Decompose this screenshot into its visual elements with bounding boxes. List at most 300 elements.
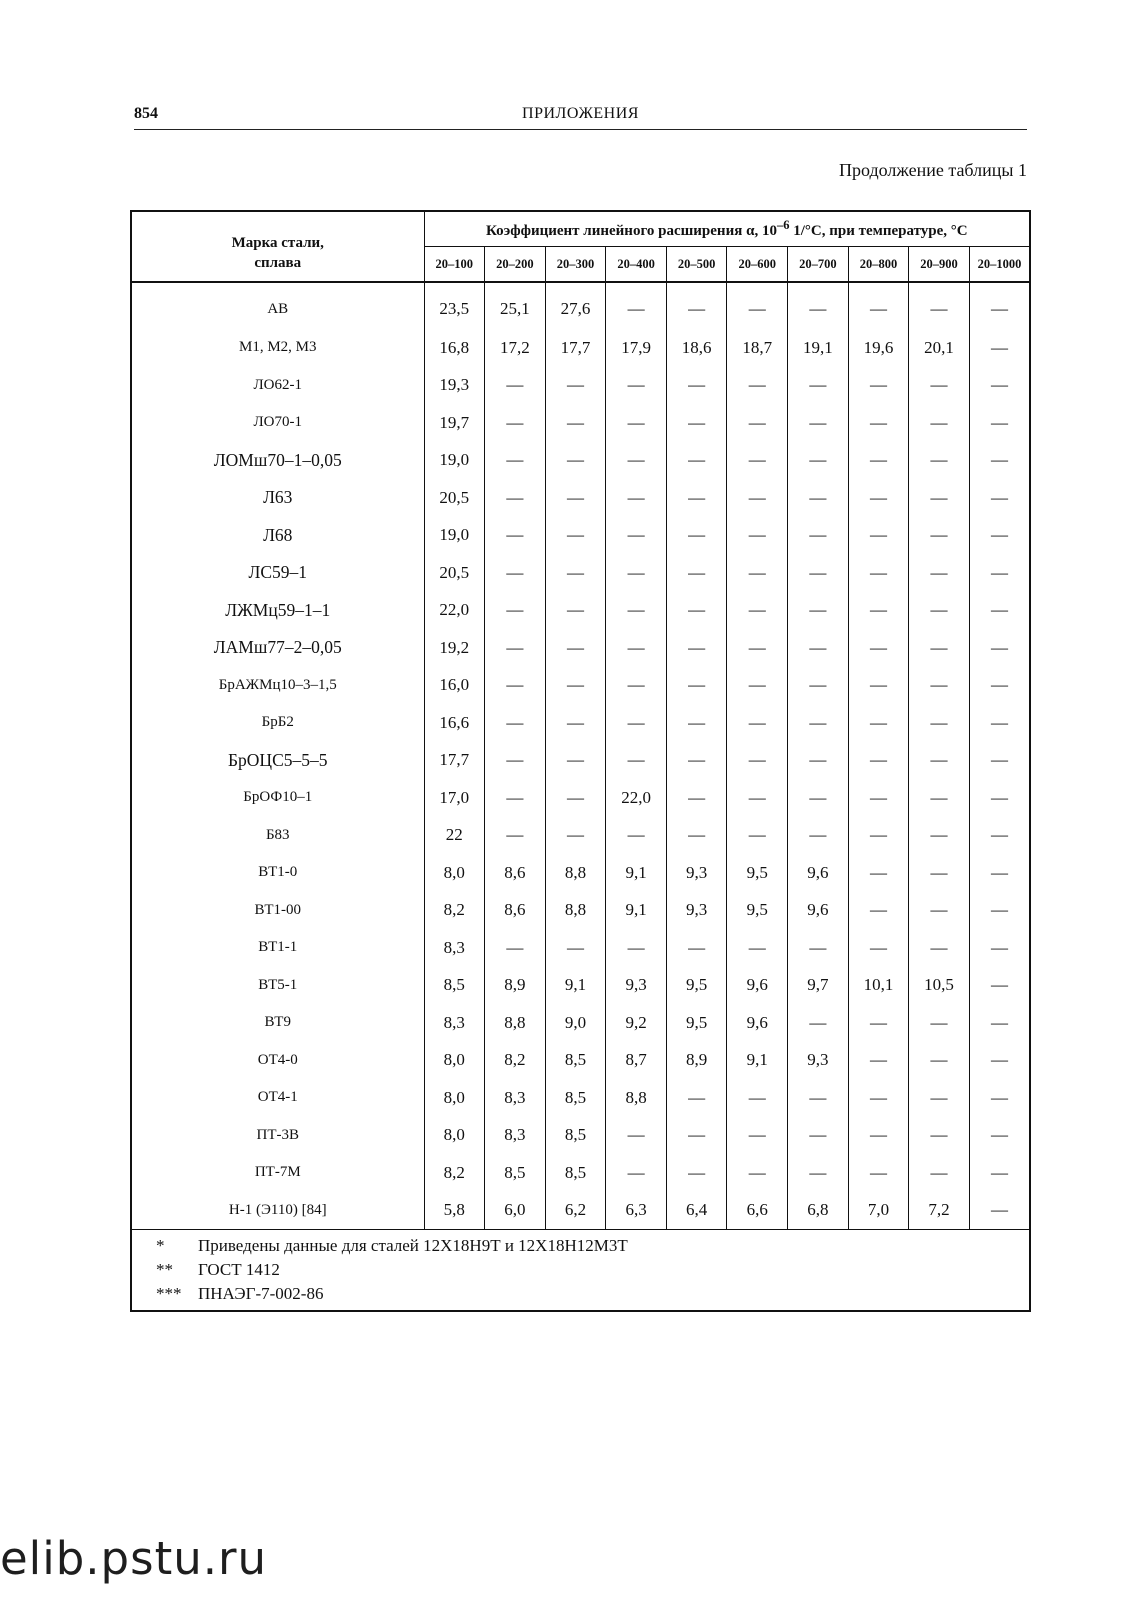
- coefficient-value-cell: —: [788, 517, 849, 555]
- coefficient-value-cell: —: [666, 817, 727, 855]
- coefficient-value-cell: 9,3: [666, 854, 727, 892]
- coefficient-value-cell: —: [848, 1042, 909, 1080]
- coefficient-value-cell: —: [788, 479, 849, 517]
- notes-cell: [131, 1230, 1030, 1312]
- coefficient-value-cell: 6,3: [606, 1192, 667, 1230]
- coefficient-value-cell: —: [606, 629, 667, 667]
- coefficient-value-cell: 8,3: [485, 1079, 546, 1117]
- coefficient-value-cell: —: [909, 1154, 970, 1192]
- coefficient-value-cell: 20,5: [424, 554, 485, 592]
- coefficient-value-cell: 22,0: [424, 592, 485, 630]
- table-row: [131, 892, 1030, 930]
- coefficient-value-cell: —: [727, 1117, 788, 1155]
- coefficient-value-cell: —: [666, 517, 727, 555]
- coefficient-value-cell: 8,7: [606, 1042, 667, 1080]
- coefficient-value-cell: —: [727, 929, 788, 967]
- coefficient-value-cell: —: [606, 554, 667, 592]
- coefficient-value-cell: 8,2: [424, 1154, 485, 1192]
- coefficient-value-cell: 8,0: [424, 1079, 485, 1117]
- coefficient-value-cell: —: [990, 862, 1008, 882]
- coefficient-value-cell: —: [727, 667, 788, 705]
- coefficient-value-cell: 8,5: [545, 1117, 606, 1155]
- table-row: [131, 704, 1030, 742]
- footnote-mark: *: [156, 1236, 165, 1255]
- coefficient-value-cell: 9,1: [606, 892, 667, 930]
- coefficient-value-cell: —: [788, 742, 849, 780]
- coefficient-value-cell: —: [727, 442, 788, 480]
- coefficient-value-cell: —: [909, 404, 970, 442]
- coefficient-value-cell: —: [788, 404, 849, 442]
- coefficient-value-cell: 10,5: [909, 967, 970, 1005]
- coefficient-value-cell: —: [606, 817, 667, 855]
- alloy-grade-cell: ЛС59–1: [131, 554, 424, 592]
- coefficient-value-cell: —: [727, 479, 788, 517]
- coefficient-value-cell: —: [848, 554, 909, 592]
- coef-header-exponent: –6: [776, 218, 790, 232]
- alloy-grade-cell: БрОЦС5–5–5: [131, 742, 424, 780]
- coefficient-value-cell: —: [909, 1117, 970, 1155]
- coefficient-value-cell: 6,6: [727, 1192, 788, 1230]
- coefficient-value-cell: —: [848, 742, 909, 780]
- expansion-coefficient-table: [130, 210, 1031, 1312]
- coefficient-value-cell: —: [485, 629, 546, 667]
- coefficient-value-cell: 9,6: [788, 892, 849, 930]
- coefficient-value-cell: —: [545, 442, 606, 480]
- table-row: [131, 854, 1030, 892]
- coefficient-value-cell: —: [990, 525, 1008, 545]
- coefficient-value-cell: 8,8: [545, 854, 606, 892]
- coefficient-value-cell: —: [788, 442, 849, 480]
- alloy-grade-cell: ПТ-3В: [131, 1117, 424, 1155]
- coefficient-value-cell: —: [788, 282, 849, 329]
- coefficient-value-cell: —: [666, 779, 727, 817]
- coefficient-value-cell: —: [545, 517, 606, 555]
- coefficient-value-cell: —: [848, 592, 909, 630]
- coefficient-value-cell: 18,7: [727, 329, 788, 367]
- table-notes: [131, 1230, 1030, 1312]
- coefficient-value-cell: —: [990, 712, 1008, 732]
- coefficient-value-cell: —: [606, 704, 667, 742]
- coefficient-value-cell: 18,6: [666, 329, 727, 367]
- alloy-grade-cell: Л63: [131, 479, 424, 517]
- coef-header-tail: 1/°C, при температуре, °C: [789, 223, 968, 239]
- coefficient-value-cell: —: [606, 479, 667, 517]
- coefficient-value-cell: —: [909, 517, 970, 555]
- coefficient-value-cell: —: [727, 282, 788, 329]
- alloy-grade-cell: ВТ1-1: [131, 929, 424, 967]
- coefficient-value-cell: —: [606, 929, 667, 967]
- coefficient-value-cell: —: [485, 367, 546, 405]
- coefficient-value-cell: 8,6: [485, 854, 546, 892]
- coefficient-value-cell: —: [788, 1079, 849, 1117]
- coefficient-value-cell: —: [788, 629, 849, 667]
- coefficient-value-cell: —: [909, 1079, 970, 1117]
- coefficient-value-cell: —: [788, 817, 849, 855]
- coefficient-value-cell: 9,5: [727, 854, 788, 892]
- coefficient-value-cell: —: [485, 929, 546, 967]
- coefficient-value-cell: 22,0: [606, 779, 667, 817]
- temperature-range-header: 20–900: [909, 247, 970, 283]
- coefficient-value-cell: —: [485, 442, 546, 480]
- coefficient-value-cell: 9,6: [727, 1004, 788, 1042]
- coefficient-value-cell: 10,1: [848, 967, 909, 1005]
- coefficient-value-cell: —: [990, 975, 1008, 995]
- coefficient-value-cell: 17,2: [485, 329, 546, 367]
- page-number: 854: [134, 105, 158, 122]
- page-header: [134, 105, 1027, 130]
- coefficient-value-cell: —: [545, 479, 606, 517]
- alloy-grade-cell: БрБ2: [131, 704, 424, 742]
- coefficient-value-cell: —: [990, 750, 1008, 770]
- coefficient-value-cell: —: [485, 779, 546, 817]
- coefficient-value-cell: —: [666, 929, 727, 967]
- alloy-grade-cell: БрОФ10–1: [131, 779, 424, 817]
- coefficient-value-cell: —: [848, 1154, 909, 1192]
- coefficient-value-cell: —: [990, 637, 1008, 657]
- alloy-grade-cell: ОТ4-0: [131, 1042, 424, 1080]
- coefficient-value-cell: —: [909, 367, 970, 405]
- footnote: [132, 1234, 1029, 1258]
- coefficient-value-cell: 9,7: [788, 967, 849, 1005]
- coefficient-value-cell: 17,7: [545, 329, 606, 367]
- coefficient-value-cell: —: [848, 929, 909, 967]
- alloy-grade-cell: ЛОМш70–1–0,05: [131, 442, 424, 480]
- coefficient-value-cell: —: [990, 1125, 1008, 1145]
- coefficient-value-cell: 8,2: [485, 1042, 546, 1080]
- coefficient-value-cell: 8,5: [545, 1079, 606, 1117]
- coefficient-value-cell: —: [909, 704, 970, 742]
- coefficient-value-cell: —: [666, 404, 727, 442]
- coefficient-value-cell: —: [848, 442, 909, 480]
- coefficient-value-cell: 25,1: [485, 282, 546, 329]
- temperature-range-header: 20–400: [606, 247, 667, 283]
- coefficient-value-cell: —: [848, 479, 909, 517]
- coefficient-value-cell: —: [788, 1154, 849, 1192]
- footnote: [132, 1258, 1029, 1282]
- coefficient-value-cell: —: [666, 667, 727, 705]
- coefficient-value-cell: —: [848, 629, 909, 667]
- coefficient-value-cell: 27,6: [545, 282, 606, 329]
- coefficient-value-cell: —: [727, 1154, 788, 1192]
- coefficient-value-cell: 23,5: [424, 282, 485, 329]
- coefficient-value-cell: 7,0: [848, 1192, 909, 1230]
- coefficient-value-cell: —: [990, 1162, 1008, 1182]
- coefficient-value-cell: —: [848, 404, 909, 442]
- coefficient-value-cell: —: [727, 704, 788, 742]
- coefficient-value-cell: 19,3: [424, 367, 485, 405]
- table-row: [131, 1154, 1030, 1192]
- coefficient-value-cell: —: [848, 367, 909, 405]
- coefficient-value-cell: 5,8: [424, 1192, 485, 1230]
- coefficient-value-cell: 8,6: [485, 892, 546, 930]
- table-row: [131, 742, 1030, 780]
- coefficient-value-cell: 19,0: [424, 442, 485, 480]
- temperature-range-header: 20–100: [424, 247, 485, 283]
- coefficient-value-cell: —: [545, 367, 606, 405]
- coefficient-value-cell: —: [727, 404, 788, 442]
- coefficient-value-cell: —: [909, 817, 970, 855]
- alloy-grade-cell: БрАЖМц10–3–1,5: [131, 667, 424, 705]
- coefficient-value-cell: —: [606, 1117, 667, 1155]
- alloy-grade-cell: Л68: [131, 517, 424, 555]
- coefficient-value-cell: —: [788, 929, 849, 967]
- coefficient-value-cell: —: [727, 742, 788, 780]
- coefficient-value-cell: —: [485, 817, 546, 855]
- coefficient-value-cell: —: [848, 1117, 909, 1155]
- coefficient-value-cell: 8,8: [545, 892, 606, 930]
- coefficient-value-cell: —: [990, 1050, 1008, 1070]
- coefficient-value-cell: 16,0: [424, 667, 485, 705]
- coefficient-value-cell: —: [990, 600, 1008, 620]
- watermark-text: elib.pstu.ru: [0, 1532, 268, 1585]
- coefficient-value-cell: —: [990, 675, 1008, 695]
- footnote-text: Приведены данные для сталей 12Х18Н9Т и 12Х18Н12М3Т: [198, 1236, 628, 1255]
- coefficient-value-cell: —: [788, 367, 849, 405]
- coefficient-value-cell: —: [848, 667, 909, 705]
- coefficient-value-cell: 6,4: [666, 1192, 727, 1230]
- footnote: [132, 1282, 1029, 1306]
- table-body: [131, 282, 1030, 1230]
- temperature-range-header: 20–800: [848, 247, 909, 283]
- coefficient-value-cell: 8,9: [485, 967, 546, 1005]
- coefficient-value-cell: —: [990, 900, 1008, 920]
- coefficient-value-cell: —: [990, 487, 1008, 507]
- coefficient-value-cell: —: [909, 742, 970, 780]
- table-row: [131, 779, 1030, 817]
- coefficient-value-cell: 9,0: [545, 1004, 606, 1042]
- coefficient-value-cell: —: [606, 367, 667, 405]
- coefficient-value-cell: 9,1: [606, 854, 667, 892]
- coefficient-value-cell: 8,9: [666, 1042, 727, 1080]
- coefficient-value-cell: —: [727, 554, 788, 592]
- temperature-range-header: 20–700: [788, 247, 849, 283]
- coefficient-value-cell: 9,1: [727, 1042, 788, 1080]
- coefficient-value-cell: —: [606, 592, 667, 630]
- coefficient-value-cell: 16,8: [424, 329, 485, 367]
- coefficient-value-cell: 8,5: [545, 1154, 606, 1192]
- coefficient-value-cell: —: [606, 667, 667, 705]
- coefficient-value-cell: —: [666, 1154, 727, 1192]
- coefficient-value-cell: —: [485, 742, 546, 780]
- coefficient-value-cell: —: [990, 562, 1008, 582]
- coefficient-value-cell: —: [788, 1004, 849, 1042]
- coefficient-value-cell: 19,2: [424, 629, 485, 667]
- alloy-grade-cell: ВТ9: [131, 1004, 424, 1042]
- coefficient-value-cell: 9,5: [727, 892, 788, 930]
- footnote-text: ПНАЭГ-7-002-86: [198, 1284, 324, 1303]
- coefficient-value-cell: 20,1: [909, 329, 970, 367]
- table-row: [131, 1004, 1030, 1042]
- table-row: [131, 817, 1030, 855]
- alloy-grade-cell: ОТ4-1: [131, 1079, 424, 1117]
- coefficient-value-cell: —: [909, 592, 970, 630]
- grade-header-line1: Марка стали,: [231, 234, 324, 251]
- footnote-mark: ***: [156, 1284, 182, 1303]
- coefficient-value-cell: 9,3: [606, 967, 667, 1005]
- coefficient-value-cell: 6,0: [485, 1192, 546, 1230]
- coefficient-value-cell: —: [545, 404, 606, 442]
- coefficient-value-cell: —: [848, 854, 909, 892]
- coefficient-value-cell: 19,7: [424, 404, 485, 442]
- coefficient-value-cell: —: [990, 1087, 1008, 1107]
- grade-column-header: [131, 211, 424, 282]
- coefficient-value-cell: —: [666, 442, 727, 480]
- coefficient-value-cell: —: [848, 1079, 909, 1117]
- coefficient-value-cell: —: [666, 1079, 727, 1117]
- coefficient-value-cell: —: [788, 554, 849, 592]
- coefficient-value-cell: —: [909, 1004, 970, 1042]
- coefficient-value-cell: —: [727, 367, 788, 405]
- coefficient-value-cell: 19,0: [424, 517, 485, 555]
- coefficient-value-cell: —: [485, 667, 546, 705]
- coefficient-value-cell: 8,8: [485, 1004, 546, 1042]
- table-row: [131, 667, 1030, 705]
- coefficient-value-cell: —: [485, 554, 546, 592]
- coefficient-value-cell: 8,0: [424, 854, 485, 892]
- alloy-grade-cell: ЛАМш77–2–0,05: [131, 629, 424, 667]
- table-row: [131, 1079, 1030, 1117]
- alloy-grade-cell: ВТ5-1: [131, 967, 424, 1005]
- coefficient-value-cell: —: [485, 704, 546, 742]
- coefficient-value-cell: —: [990, 299, 1008, 318]
- temperature-range-header: 20–1000: [969, 247, 1030, 283]
- table-row: [131, 1042, 1030, 1080]
- coefficient-value-cell: —: [909, 282, 970, 329]
- coefficient-value-cell: —: [666, 367, 727, 405]
- coefficient-value-cell: —: [727, 629, 788, 667]
- coefficient-value-cell: 9,3: [666, 892, 727, 930]
- coefficient-value-cell: 8,0: [424, 1117, 485, 1155]
- coefficient-value-cell: —: [545, 704, 606, 742]
- coefficient-value-cell: —: [909, 442, 970, 480]
- table-continuation-label: Продолжение таблицы 1: [839, 160, 1027, 180]
- coefficient-value-cell: —: [666, 479, 727, 517]
- table-row: [131, 479, 1030, 517]
- coefficient-value-cell: —: [666, 629, 727, 667]
- coefficient-value-cell: —: [727, 779, 788, 817]
- coefficient-value-cell: —: [727, 817, 788, 855]
- coefficient-value-cell: 8,3: [424, 1004, 485, 1042]
- coefficient-value-cell: —: [848, 1004, 909, 1042]
- coefficient-value-cell: 16,6: [424, 704, 485, 742]
- temperature-range-header: 20–500: [666, 247, 727, 283]
- coefficient-value-cell: 8,8: [606, 1079, 667, 1117]
- footnote-text: ГОСТ 1412: [198, 1260, 280, 1279]
- coefficient-value-cell: 6,8: [788, 1192, 849, 1230]
- coefficient-value-cell: —: [990, 450, 1008, 470]
- coefficient-value-cell: 9,5: [666, 1004, 727, 1042]
- alloy-grade-cell: ПТ-7М: [131, 1154, 424, 1192]
- running-title: ПРИЛОЖЕНИЯ: [522, 105, 639, 122]
- coefficient-value-cell: —: [666, 554, 727, 592]
- alloy-grade-cell: ЛЖМц59–1–1: [131, 592, 424, 630]
- coefficient-value-cell: —: [909, 779, 970, 817]
- coefficient-value-cell: —: [545, 667, 606, 705]
- coefficient-value-cell: 22: [424, 817, 485, 855]
- coefficient-value-cell: —: [666, 1117, 727, 1155]
- coefficient-value-cell: —: [485, 479, 546, 517]
- coefficient-value-cell: 8,5: [485, 1154, 546, 1192]
- coefficient-value-cell: —: [606, 404, 667, 442]
- coefficient-value-cell: 9,3: [788, 1042, 849, 1080]
- coefficient-value-cell: 9,6: [788, 854, 849, 892]
- alloy-grade-cell: ВТ1-0: [131, 854, 424, 892]
- coefficient-value-cell: 9,2: [606, 1004, 667, 1042]
- coefficient-value-cell: 8,0: [424, 1042, 485, 1080]
- coefficient-value-cell: 20,5: [424, 479, 485, 517]
- coefficient-value-cell: —: [788, 704, 849, 742]
- coefficient-value-cell: —: [909, 1042, 970, 1080]
- table-row: [131, 592, 1030, 630]
- coefficient-value-cell: —: [545, 742, 606, 780]
- coefficient-value-cell: —: [545, 629, 606, 667]
- table-row: [131, 329, 1030, 367]
- coefficient-value-cell: —: [990, 1200, 1008, 1220]
- alloy-grade-cell: М1, М2, М3: [131, 329, 424, 367]
- coefficient-value-cell: —: [990, 337, 1008, 357]
- coefficient-value-cell: —: [909, 479, 970, 517]
- table-row: [131, 442, 1030, 480]
- coefficient-value-cell: —: [788, 779, 849, 817]
- coefficient-value-cell: —: [666, 282, 727, 329]
- coefficient-value-cell: —: [788, 592, 849, 630]
- coefficient-value-cell: —: [666, 704, 727, 742]
- coefficient-value-cell: —: [909, 892, 970, 930]
- coefficient-value-cell: —: [545, 779, 606, 817]
- coefficient-value-cell: —: [606, 742, 667, 780]
- table-row: [131, 1117, 1030, 1155]
- coefficient-value-cell: —: [788, 1117, 849, 1155]
- coefficient-value-cell: 19,1: [788, 329, 849, 367]
- table-row: [131, 967, 1030, 1005]
- temperature-range-header: 20–200: [485, 247, 546, 283]
- temperature-range-header: 20–300: [545, 247, 606, 283]
- coef-header-text: Коэффициент линейного расширения α, 10: [485, 223, 777, 239]
- coefficient-value-cell: —: [990, 787, 1008, 807]
- coefficient-value-cell: —: [727, 1079, 788, 1117]
- coefficient-value-cell: 8,5: [545, 1042, 606, 1080]
- coefficient-value-cell: —: [848, 817, 909, 855]
- coefficient-value-cell: —: [990, 937, 1008, 957]
- coefficient-value-cell: —: [606, 1154, 667, 1192]
- coefficient-value-cell: —: [848, 779, 909, 817]
- coefficient-value-cell: 17,7: [424, 742, 485, 780]
- coefficient-value-cell: —: [909, 929, 970, 967]
- grade-header-line2: сплава: [254, 254, 302, 271]
- alloy-grade-cell: АВ: [131, 282, 424, 329]
- coefficient-header: [424, 211, 1030, 247]
- footnote-mark: **: [156, 1260, 173, 1279]
- coefficient-value-cell: —: [727, 592, 788, 630]
- coefficient-value-cell: 9,5: [666, 967, 727, 1005]
- coefficient-value-cell: 8,2: [424, 892, 485, 930]
- coefficient-value-cell: —: [909, 667, 970, 705]
- coefficient-value-cell: 8,5: [424, 967, 485, 1005]
- table-row: [131, 517, 1030, 555]
- coefficient-value-cell: —: [990, 412, 1008, 432]
- table-row: [131, 282, 1030, 329]
- alloy-grade-cell: Н-1 (Э110) [84]: [131, 1192, 424, 1230]
- coefficient-value-cell: 17,9: [606, 329, 667, 367]
- coefficient-value-cell: —: [990, 825, 1008, 845]
- coefficient-value-cell: 8,3: [424, 929, 485, 967]
- table-row: [131, 629, 1030, 667]
- coefficient-value-cell: —: [485, 592, 546, 630]
- coefficient-value-cell: —: [848, 517, 909, 555]
- coefficient-value-cell: 6,2: [545, 1192, 606, 1230]
- table-row: [131, 404, 1030, 442]
- coefficient-value-cell: —: [848, 282, 909, 329]
